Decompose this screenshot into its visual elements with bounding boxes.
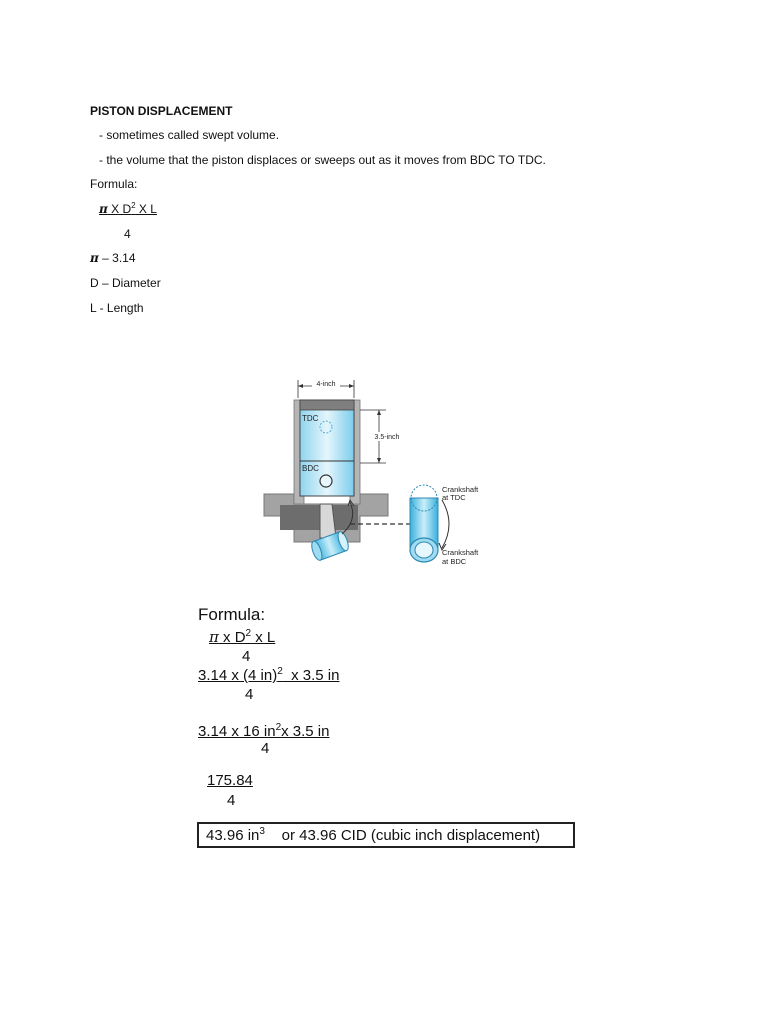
formula-numerator-tail: X L — [135, 202, 157, 216]
worked-line3-denominator: 4 — [261, 740, 270, 757]
worked-line3-numerator — [198, 723, 330, 741]
formula-label: Formula: — [90, 177, 138, 191]
line1-tail: x L — [251, 629, 276, 646]
line1-exp: 2 — [245, 628, 252, 639]
crank-bdc-label-1: Crankshaft — [442, 548, 479, 557]
pi-symbol: π — [99, 202, 108, 216]
definition-length: L - Length — [90, 301, 144, 315]
piston-diagram — [250, 370, 510, 575]
line1-mid: x D — [218, 629, 246, 646]
worked-line2-denominator: 4 — [245, 686, 254, 703]
stroke-label: 3.5-inch — [374, 434, 400, 441]
formula-exponent: 2 — [131, 201, 136, 210]
worked-line1-numerator — [209, 628, 275, 647]
worked-line4-numerator: 175.84 — [207, 772, 253, 789]
definition-pi-text: – 3.14 — [98, 251, 136, 265]
crankcase-shadow — [280, 505, 358, 530]
wrist-pin-bdc-icon — [320, 475, 332, 487]
worked-formula-label: Formula: — [198, 605, 266, 624]
cylinder-head — [300, 400, 354, 410]
worked-line2-numerator — [198, 667, 339, 685]
bullet-definition: - the volume that the piston displaces or sweeps out as it moves from BDC TO TDC. — [99, 153, 546, 167]
tdc-label: TDC — [302, 414, 319, 423]
answer-exp: 3 — [259, 826, 265, 837]
formula-numerator-text: X D — [107, 202, 132, 216]
answer-cid: or 43.96 CID (cubic inch displacement) — [264, 827, 541, 844]
definition-pi — [90, 251, 136, 265]
bore-label: 4-inch — [316, 381, 336, 388]
line2-a: 3.14 x (4 in) — [198, 667, 278, 684]
worked-line1-denominator: 4 — [242, 648, 251, 665]
formula-numerator — [99, 202, 157, 216]
line2-exp: 2 — [277, 666, 283, 677]
answer-value: 43.96 in — [206, 827, 260, 844]
rotation-arrow-right — [442, 500, 449, 548]
line3-exp: 2 — [275, 722, 282, 733]
formula-denominator: 4 — [124, 227, 131, 241]
line3-a: 3.14 x 16 in — [198, 723, 276, 740]
line2-b: x 3.5 in — [282, 667, 340, 684]
crank-tdc-label-2: at TDC — [442, 493, 466, 502]
pi-symbol: π — [209, 628, 219, 646]
crank-bdc-label-2: at BDC — [442, 557, 467, 566]
bullet-swept-volume: - sometimes called swept volume. — [99, 128, 280, 142]
worked-line4-denominator: 4 — [227, 792, 236, 809]
answer-text — [206, 827, 540, 845]
line3-b: x 3.5 in — [281, 723, 330, 740]
crankshaft-side-view — [410, 485, 438, 562]
bdc-label: BDC — [302, 464, 319, 473]
page-title: PISTON DISPLACEMENT — [90, 104, 233, 118]
definition-diameter: D – Diameter — [90, 276, 161, 290]
pi-symbol: π — [90, 251, 99, 265]
crank-tdc-label-1: Crankshaft — [442, 485, 479, 494]
